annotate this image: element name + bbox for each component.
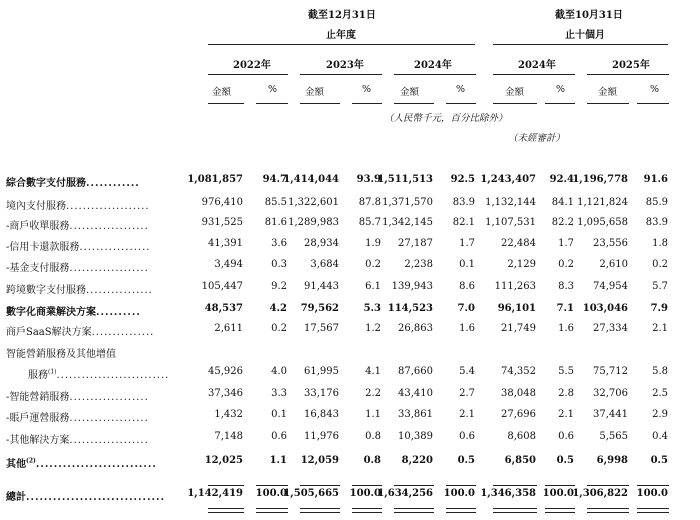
amount-cell: 8,220 — [401, 455, 433, 466]
percent-cell: 7.9 — [650, 303, 668, 314]
leader-dots: ............ — [86, 178, 140, 189]
percent-cell: 1.6 — [558, 323, 574, 334]
table-row — [0, 388, 700, 408]
percent-cell: 0.5 — [650, 455, 668, 466]
percent-cell: 0.8 — [363, 455, 381, 466]
amount-cell: 37,346 — [208, 388, 243, 399]
col-amount: 金額 — [598, 87, 618, 98]
year-2024: 2024年 — [414, 60, 452, 71]
row-label — [6, 409, 149, 424]
percent-cell: 6.1 — [365, 281, 381, 292]
total-rule — [545, 485, 575, 486]
row-label — [28, 366, 169, 381]
percent-cell: 4.2 — [269, 303, 287, 314]
year-rule — [208, 74, 288, 75]
percent-cell: 0.4 — [652, 431, 668, 442]
leader-dots: ............... — [91, 327, 155, 338]
amount-cell: 33,861 — [398, 409, 433, 420]
amount-cell: 1,289,983 — [288, 217, 339, 228]
percent-cell: 3.6 — [271, 238, 287, 249]
col-amount: 金額 — [400, 87, 420, 98]
percent-cell: 1.9 — [365, 238, 381, 249]
percent-cell: 85.9 — [645, 197, 668, 208]
amount-cell: 91,443 — [304, 281, 339, 292]
row-label-text: -賬戶運營服務 — [6, 413, 70, 424]
amount-cell: 7,148 — [214, 431, 243, 442]
amount-cell: 1,342,145 — [382, 217, 433, 228]
total-rule — [394, 485, 434, 486]
percent-cell: 1.6 — [459, 323, 475, 334]
amount-cell: 1,081,857 — [187, 174, 243, 185]
percent-cell: 85.7 — [358, 217, 381, 228]
total-rule — [637, 485, 669, 486]
col-rule — [208, 103, 244, 104]
period-header-tenmonth-line2: 止十個月 — [565, 30, 605, 41]
row-label-text: 其他 — [6, 459, 26, 470]
period-header-tenmonth-line1: 截至10月31日 — [555, 10, 623, 21]
col-rule — [256, 103, 288, 104]
row-label-text: -商戶收單服務 — [6, 221, 70, 232]
total-double-rule — [256, 508, 288, 513]
row-label-text: -信用卡還款服務 — [6, 242, 80, 253]
row-label-text: 商戶SaaS解決方案 — [6, 327, 92, 338]
amount-cell: 41,391 — [208, 238, 243, 249]
percent-cell: 1.1 — [365, 409, 381, 420]
total-double-rule — [300, 508, 340, 513]
amount-cell: 105,447 — [201, 281, 243, 292]
percent-cell: 100.0 — [443, 488, 475, 499]
row-label-text: -智能營銷服務 — [6, 392, 70, 403]
leader-dots: ........................... — [56, 370, 170, 381]
table-row — [0, 259, 700, 279]
total-rule — [300, 485, 340, 486]
amount-cell: 22,484 — [501, 238, 536, 249]
percent-cell: 85.5 — [264, 197, 287, 208]
percent-cell: 2.1 — [652, 323, 668, 334]
table-row — [0, 238, 700, 258]
percent-cell: 4.0 — [271, 366, 287, 377]
amount-cell: 931,525 — [201, 217, 243, 228]
leader-dots: ................... — [69, 392, 149, 403]
amount-cell: 12,025 — [204, 455, 243, 466]
row-label — [6, 217, 149, 232]
amount-cell: 2,129 — [507, 259, 536, 270]
amount-cell: 1,414,044 — [283, 174, 339, 185]
percent-cell: 93.9 — [356, 174, 381, 185]
amount-cell: 2,610 — [599, 259, 628, 270]
amount-cell: 1,346,358 — [480, 488, 536, 499]
amount-cell: 1,142,419 — [187, 488, 243, 499]
amount-cell: 10,389 — [398, 431, 433, 442]
amount-cell: 1,243,407 — [480, 174, 536, 185]
col-rule — [394, 103, 434, 104]
amount-cell: 27,696 — [501, 409, 536, 420]
table-row — [0, 366, 700, 386]
table-row — [0, 323, 700, 343]
percent-cell: 0.8 — [365, 431, 381, 442]
year-rule — [587, 74, 669, 75]
row-label — [6, 303, 141, 318]
leader-dots: .................... — [66, 201, 150, 212]
unaudited-note: （未經審計） — [508, 133, 566, 144]
percent-cell: 1.2 — [365, 323, 381, 334]
percent-cell: 81.6 — [264, 217, 287, 228]
row-label — [6, 488, 165, 503]
amount-cell: 61,995 — [304, 366, 339, 377]
amount-cell: 111,263 — [494, 281, 536, 292]
amount-cell: 1,511,513 — [377, 174, 433, 185]
table-row — [0, 281, 700, 301]
percent-cell: 2.1 — [558, 409, 574, 420]
percent-cell: 1.7 — [558, 238, 574, 249]
row-label — [6, 259, 149, 274]
row-label-text: 總計 — [6, 492, 26, 503]
row-label-text: 跨境數字支付服務 — [6, 285, 86, 296]
amount-cell: 6,998 — [596, 455, 628, 466]
percent-cell: 0.6 — [271, 431, 287, 442]
percent-cell: 2.9 — [652, 409, 668, 420]
table-row — [0, 197, 700, 217]
amount-cell: 1,432 — [214, 409, 243, 420]
percent-cell: 2.8 — [558, 388, 574, 399]
percent-cell: 0.3 — [271, 259, 287, 270]
col-rule — [493, 103, 537, 104]
table-row — [0, 345, 700, 365]
amount-cell: 75,712 — [593, 366, 628, 377]
col-pct: % — [556, 84, 566, 95]
total-rule — [493, 485, 537, 486]
percent-cell: 0.5 — [457, 455, 475, 466]
total-double-rule — [545, 508, 575, 513]
percent-cell: 0.2 — [652, 259, 668, 270]
leader-dots: ................... — [69, 435, 149, 446]
amount-cell: 6,850 — [504, 455, 536, 466]
percent-cell: 0.2 — [365, 259, 381, 270]
row-label-text: 數字化商業解決方案 — [6, 307, 96, 318]
total-double-rule — [394, 508, 434, 513]
header-rule — [208, 44, 475, 45]
percent-cell: 0.1 — [271, 409, 287, 420]
total-double-rule — [446, 508, 476, 513]
row-label — [6, 388, 149, 403]
percent-cell: 0.2 — [271, 323, 287, 334]
footnote-marker: (1) — [48, 368, 57, 376]
total-double-rule — [208, 508, 244, 513]
total-double-rule — [352, 508, 382, 513]
row-label — [6, 431, 149, 446]
leader-dots: ............................... — [26, 492, 165, 503]
amount-cell: 45,926 — [208, 366, 243, 377]
percent-cell: 5.4 — [459, 366, 475, 377]
leader-dots: ................... — [69, 413, 149, 424]
amount-cell: 37,441 — [593, 409, 628, 420]
col-rule — [446, 103, 476, 104]
percent-cell: 0.1 — [459, 259, 475, 270]
row-label-text: 境內支付服務 — [6, 201, 66, 212]
amount-cell: 48,537 — [204, 303, 243, 314]
total-rule — [587, 485, 629, 486]
amount-cell: 27,334 — [593, 323, 628, 334]
amount-cell: 79,562 — [300, 303, 339, 314]
amount-cell: 2,238 — [404, 259, 433, 270]
amount-cell: 33,176 — [304, 388, 339, 399]
leader-dots: ................. — [79, 242, 151, 253]
percent-cell: 7.0 — [457, 303, 475, 314]
percent-cell: 5.3 — [363, 303, 381, 314]
percent-cell: 3.3 — [271, 388, 287, 399]
amount-cell: 23,556 — [593, 238, 628, 249]
amount-cell: 8,608 — [507, 431, 536, 442]
period-header-year-line2: 止年度 — [326, 30, 356, 41]
total-rule — [256, 485, 288, 486]
row-label — [6, 323, 154, 338]
amount-cell: 12,059 — [300, 455, 339, 466]
percent-cell: 82.2 — [551, 217, 574, 228]
table-row — [0, 455, 700, 475]
percent-cell: 2.7 — [459, 388, 475, 399]
percent-cell: 100.0 — [636, 488, 668, 499]
percent-cell: 83.9 — [645, 217, 668, 228]
percent-cell: 4.1 — [365, 366, 381, 377]
amount-cell: 976,410 — [201, 197, 243, 208]
year-rule — [300, 74, 382, 75]
amount-cell: 32,706 — [593, 388, 628, 399]
percent-cell: 5.7 — [652, 281, 668, 292]
amount-cell: 1,107,531 — [485, 217, 536, 228]
total-double-rule — [493, 508, 537, 513]
row-label-text: -基金支付服務 — [6, 263, 70, 274]
amount-cell: 1,196,778 — [572, 174, 628, 185]
col-rule — [587, 103, 629, 104]
percent-cell: 1.1 — [269, 455, 287, 466]
col-pct: % — [650, 84, 660, 95]
percent-cell: 9.2 — [271, 281, 287, 292]
row-label — [6, 238, 150, 253]
amount-cell: 17,567 — [304, 323, 339, 334]
amount-cell: 26,863 — [398, 323, 433, 334]
amount-cell: 28,934 — [304, 238, 339, 249]
amount-cell: 103,046 — [582, 303, 628, 314]
row-label — [6, 455, 157, 470]
percent-cell: 92.5 — [450, 174, 475, 185]
amount-cell: 74,352 — [501, 366, 536, 377]
amount-cell: 1,505,665 — [283, 488, 339, 499]
row-label — [6, 174, 140, 189]
year-2025-ten-month: 2025年 — [612, 60, 650, 71]
amount-cell: 3,684 — [310, 259, 339, 270]
col-rule — [300, 103, 340, 104]
amount-cell: 87,660 — [398, 366, 433, 377]
amount-cell: 1,132,144 — [485, 197, 536, 208]
percent-cell: 5.8 — [652, 366, 668, 377]
table-row — [0, 431, 700, 451]
amount-cell: 139,943 — [391, 281, 433, 292]
row-label-text: 綜合數字支付服務 — [6, 178, 86, 189]
percent-cell: 92.4 — [549, 174, 574, 185]
amount-cell: 1,306,822 — [572, 488, 628, 499]
percent-cell: 100.0 — [542, 488, 574, 499]
amount-cell: 11,976 — [304, 431, 339, 442]
amount-cell: 96,101 — [497, 303, 536, 314]
percent-cell: 5.5 — [558, 366, 574, 377]
total-rule — [352, 485, 382, 486]
row-label — [6, 281, 153, 296]
percent-cell: 87.8 — [358, 197, 381, 208]
footnote-marker: (2) — [26, 457, 36, 465]
amount-cell: 43,410 — [398, 388, 433, 399]
percent-cell: 91.6 — [643, 174, 668, 185]
amount-cell: 74,954 — [593, 281, 628, 292]
table-row — [0, 217, 700, 237]
leader-dots: ................ — [86, 285, 153, 296]
total-rule — [208, 485, 244, 486]
percent-cell: 1.8 — [652, 238, 668, 249]
col-pct: % — [362, 84, 372, 95]
unit-note: （人民幣千元，百分比除外） — [384, 113, 508, 124]
col-pct: % — [268, 84, 278, 95]
table-row — [0, 409, 700, 429]
year-2023: 2023年 — [326, 60, 364, 71]
amount-cell: 1,095,658 — [577, 217, 628, 228]
amount-cell: 2,611 — [214, 323, 243, 334]
year-2022: 2022年 — [233, 60, 271, 71]
percent-cell: 82.1 — [452, 217, 475, 228]
row-label-text: -其他解決方案 — [6, 435, 70, 446]
leader-dots: ........................... — [35, 459, 157, 470]
amount-cell: 1,634,256 — [377, 488, 433, 499]
table-row — [0, 303, 700, 323]
percent-cell: 0.2 — [558, 259, 574, 270]
amount-cell: 5,565 — [599, 431, 628, 442]
col-rule — [545, 103, 575, 104]
col-amount: 金額 — [305, 87, 325, 98]
percent-cell: 2.5 — [652, 388, 668, 399]
row-label — [6, 345, 116, 360]
total-rule — [446, 485, 476, 486]
percent-cell: 83.9 — [452, 197, 475, 208]
header-rule — [493, 44, 668, 45]
amount-cell: 27,187 — [398, 238, 433, 249]
percent-cell: 2.1 — [459, 409, 475, 420]
table-row — [0, 488, 700, 508]
amount-cell: 1,322,601 — [288, 197, 339, 208]
amount-cell: 114,523 — [387, 303, 433, 314]
row-label-text: 服務 — [28, 370, 48, 381]
percent-cell: 8.6 — [459, 281, 475, 292]
percent-cell: 100.0 — [349, 488, 381, 499]
col-rule — [637, 103, 669, 104]
percent-cell: 94.7 — [262, 174, 287, 185]
percent-cell: 84.1 — [551, 197, 574, 208]
table-row — [0, 174, 700, 194]
percent-cell: 8.3 — [558, 281, 574, 292]
amount-cell: 38,048 — [501, 388, 536, 399]
percent-cell: 7.1 — [556, 303, 574, 314]
row-label-text: 智能營銷服務及其他增值 — [6, 349, 116, 360]
year-2024-ten-month: 2024年 — [518, 60, 556, 71]
col-amount: 金額 — [212, 87, 232, 98]
percent-cell: 1.7 — [459, 238, 475, 249]
col-pct: % — [456, 84, 466, 95]
leader-dots: .......... — [96, 307, 141, 318]
period-header-year-line1: 截至12月31日 — [308, 10, 376, 21]
leader-dots: ................... — [69, 263, 149, 274]
year-rule — [394, 74, 476, 75]
col-amount: 金額 — [505, 87, 525, 98]
year-rule — [493, 74, 575, 75]
amount-cell: 3,494 — [214, 259, 243, 270]
amount-cell: 1,121,824 — [577, 197, 628, 208]
row-label — [6, 197, 150, 212]
total-double-rule — [637, 508, 669, 513]
percent-cell: 0.6 — [459, 431, 475, 442]
amount-cell: 1,371,570 — [382, 197, 433, 208]
percent-cell: 0.5 — [556, 455, 574, 466]
leader-dots: ................... — [69, 221, 149, 232]
percent-cell: 0.6 — [558, 431, 574, 442]
col-rule — [352, 103, 382, 104]
amount-cell: 21,749 — [501, 323, 536, 334]
total-double-rule — [587, 508, 629, 513]
amount-cell: 16,843 — [304, 409, 339, 420]
percent-cell: 100.0 — [255, 488, 287, 499]
percent-cell: 2.2 — [365, 388, 381, 399]
